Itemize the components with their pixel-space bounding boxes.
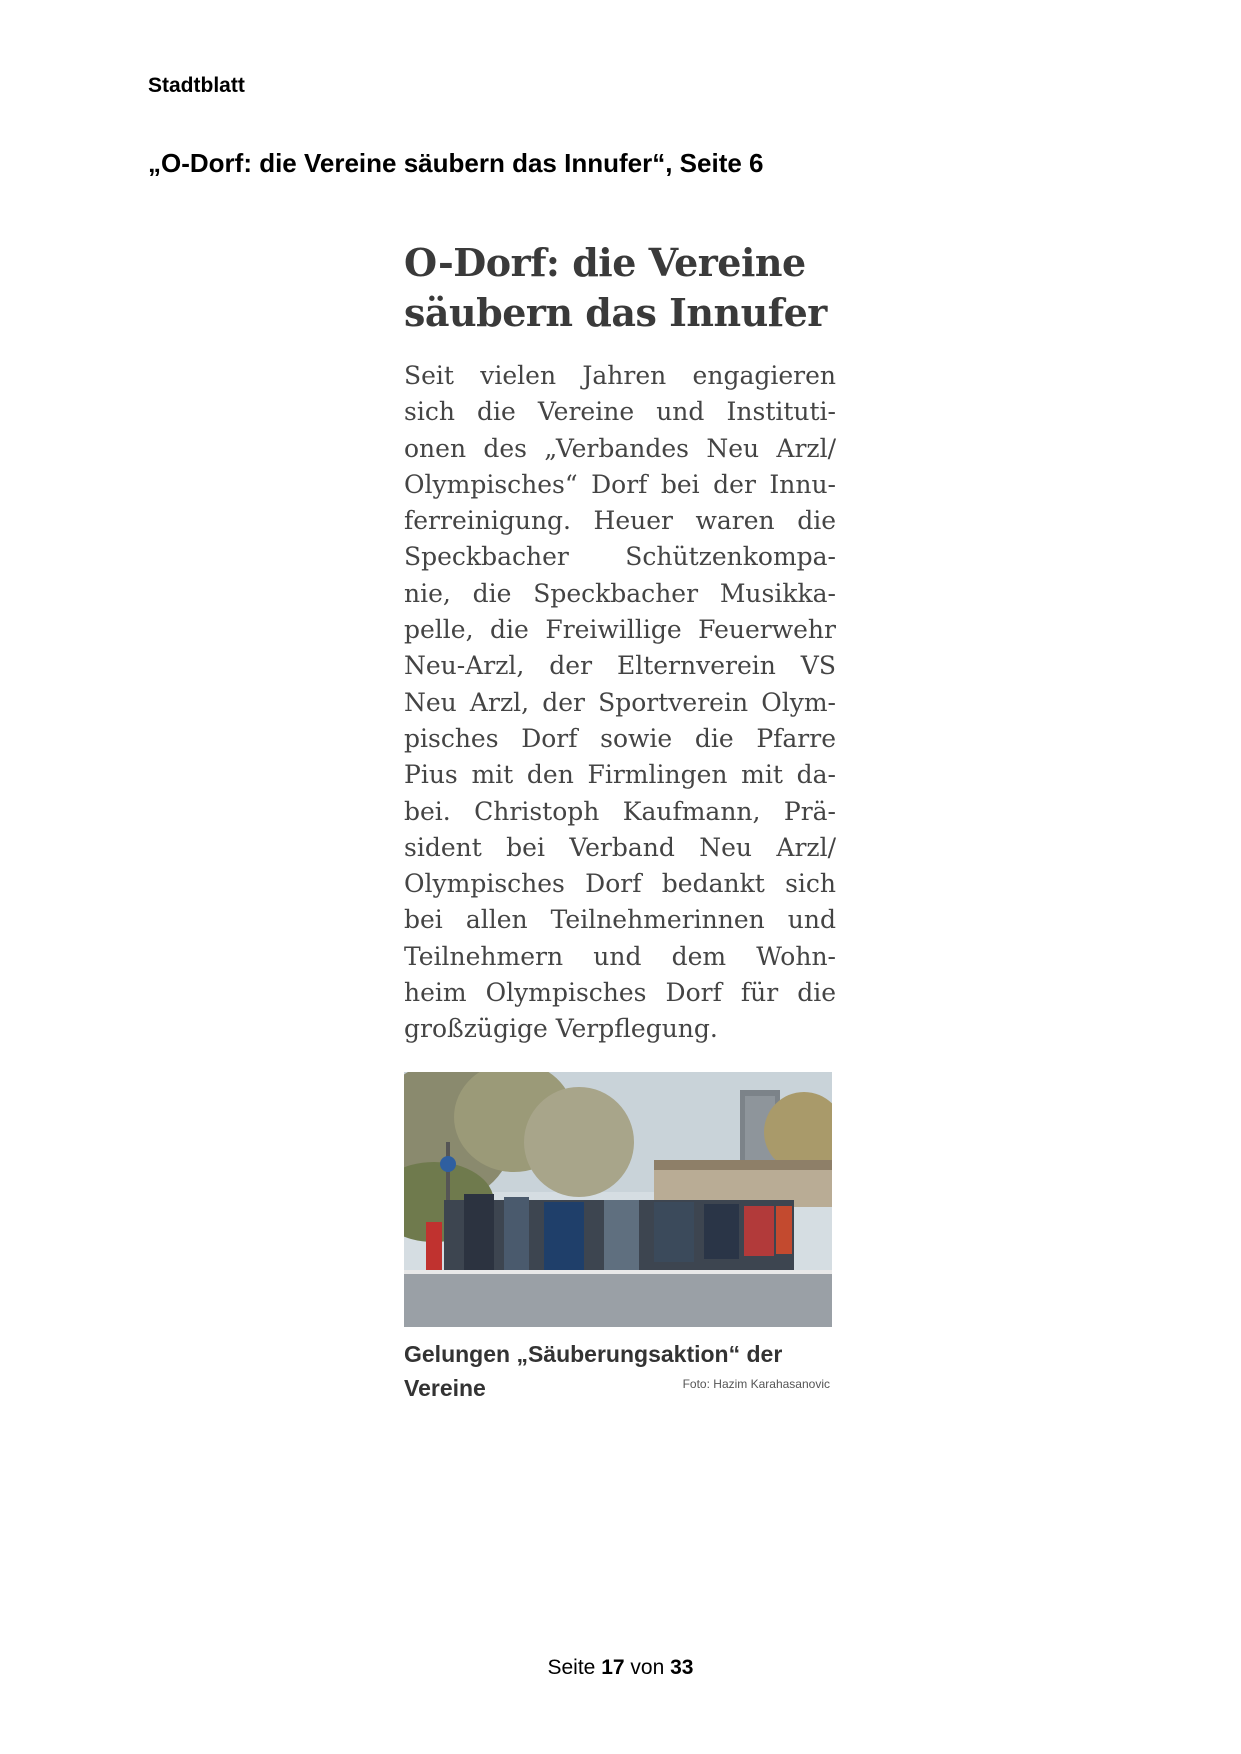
article-reference: „O-Dorf: die Vereine säubern das Innufer“, Seite 6 bbox=[148, 148, 764, 178]
body-line: Teilnehmern und dem Wohn- bbox=[404, 941, 836, 971]
body-line: großzügige Verpflegung. bbox=[404, 1014, 718, 1044]
body-line: Seit vielen Jahren engagieren bbox=[404, 361, 836, 390]
body-line: bei. Christoph Kaufmann, Prä- bbox=[404, 796, 836, 826]
group-photo bbox=[404, 1072, 832, 1327]
body-line: Pius mit den Firmlingen mit da- bbox=[404, 760, 836, 790]
newspaper-clipping bbox=[404, 238, 836, 1408]
of-label: von bbox=[630, 1656, 665, 1679]
body-line: pisches Dorf sowie die Pfarre bbox=[404, 723, 836, 753]
body-line: onen des „Verbandes Neu Arzl/ bbox=[404, 433, 836, 463]
body-line: Olympisches“ Dorf bei der Innu- bbox=[404, 469, 836, 499]
body-line: Olympisches Dorf bedankt sich bbox=[404, 869, 836, 899]
body-line: sident bei Verband Neu Arzl/ bbox=[404, 832, 836, 862]
caption-line: Gelungen „Säuberungsaktion“ der bbox=[404, 1341, 783, 1367]
body-line: Neu-Arzl, der Elternverein VS bbox=[404, 651, 836, 681]
photo-credit: Foto: Hazim Karahasanovic bbox=[682, 1377, 830, 1391]
photo-caption bbox=[404, 1337, 832, 1405]
body-line: sich die Vereine und Instituti- bbox=[404, 397, 836, 427]
body-line: heim Olympisches Dorf für die bbox=[404, 978, 836, 1008]
source-name: Stadtblatt bbox=[148, 74, 245, 97]
body-line: Neu Arzl, der Sportverein Olym- bbox=[404, 687, 836, 717]
clipping-title bbox=[404, 238, 836, 338]
body-line: nie, die Speckbacher Musikka- bbox=[404, 578, 836, 608]
body-line: Speckbacher Schützenkompa- bbox=[404, 542, 836, 572]
page-number bbox=[0, 1656, 1241, 1680]
current-page: 17 bbox=[601, 1656, 625, 1679]
body-line: pelle, die Freiwillige Feuerwehr bbox=[404, 615, 836, 645]
page-label: Seite bbox=[547, 1656, 596, 1679]
clipping-title-line: O-Dorf: die Vereine bbox=[404, 240, 806, 285]
clipping-body bbox=[404, 358, 836, 1048]
clipping-title-line: säubern das Innufer bbox=[404, 290, 827, 335]
body-line: ferreinigung. Heuer waren die bbox=[404, 506, 836, 536]
caption-line: Vereine bbox=[404, 1375, 486, 1401]
total-pages: 33 bbox=[670, 1656, 694, 1679]
body-line: bei allen Teilnehmerinnen und bbox=[404, 905, 836, 935]
